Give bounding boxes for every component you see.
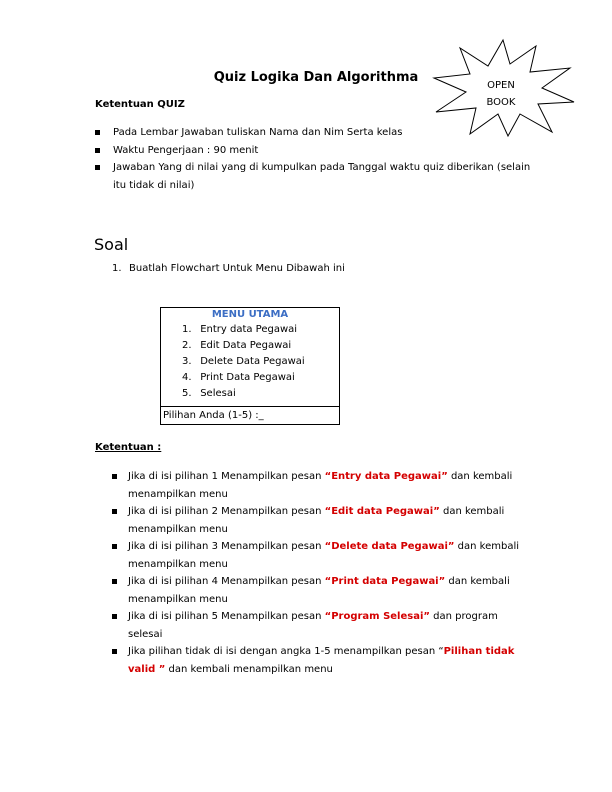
list-item	[112, 503, 522, 538]
quiz-rules-list	[95, 124, 535, 194]
rule-text: Jika pilihan tidak di isi dengan angka 1-5 menampilkan pesan “	[128, 646, 444, 657]
list-item-text: Jawaban Yang di nilai yang di kumpulkan pada Tanggal waktu quiz diberikan (selain itu tidak di nilai)	[113, 162, 531, 191]
menu-item-label: Selesai	[200, 388, 236, 399]
menu-header: MENU UTAMA	[211, 309, 289, 320]
bullet-square-icon	[95, 159, 113, 194]
rule-text-tail: dan program selesai	[128, 611, 498, 640]
list-item-text: Pada Lembar Jawaban tuliskan Nama dan Nim Serta kelas	[113, 127, 403, 138]
menu-item	[182, 354, 339, 370]
ketentuan-heading: Ketentuan :	[95, 442, 162, 453]
menu-item-label: Entry data Pegawai	[200, 324, 298, 335]
list-item	[95, 124, 535, 142]
badge-line-2: BOOK	[486, 97, 516, 108]
list-item	[112, 538, 522, 573]
menu-item-number: 5.	[182, 388, 192, 399]
ketentuan-quiz-heading: Ketentuan QUIZ	[95, 99, 185, 110]
menu-item	[182, 370, 339, 386]
rule-message: Pilihan tidak valid ”	[128, 646, 515, 675]
list-item-text	[128, 573, 522, 608]
rule-text: Jika di isi pilihan 1 Menampilkan pesan	[128, 471, 325, 482]
rule-message: “Edit data Pegawai”	[324, 506, 440, 517]
bullet-square-icon	[112, 573, 128, 608]
menu-item-label: Delete Data Pegawai	[200, 356, 305, 367]
bullet-square-icon	[112, 608, 128, 643]
menu-rules-list	[112, 468, 522, 678]
question-1	[112, 263, 345, 274]
question-number: 1.	[112, 263, 122, 274]
menu-item-number: 1.	[182, 324, 192, 335]
list-item-text	[128, 503, 522, 538]
menu-item-number: 3.	[182, 356, 192, 367]
bullet-square-icon	[112, 503, 128, 538]
list-item	[112, 468, 522, 503]
list-item	[95, 142, 535, 160]
list-item-text	[128, 643, 522, 678]
rule-text-tail: dan kembali menampilkan menu	[128, 471, 513, 500]
rule-text: Jika di isi pilihan 2 Menampilkan pesan	[128, 506, 325, 517]
document-title: Quiz Logika Dan Algorithma	[213, 70, 419, 85]
rule-text-tail: dan kembali menampilkan menu	[128, 576, 510, 605]
bullet-square-icon	[95, 124, 113, 142]
rule-text: Jika di isi pilihan 5 Menampilkan pesan	[128, 611, 325, 622]
badge-line-1: OPEN	[487, 80, 515, 91]
question-text: Buatlah Flowchart Untuk Menu Dibawah ini	[129, 263, 345, 274]
rule-message: “Entry data Pegawai”	[324, 471, 448, 482]
menu-prompt: Pilihan Anda (1-5) :_	[161, 406, 339, 424]
rule-text: Jika di isi pilihan 4 Menampilkan pesan	[128, 576, 325, 587]
bullet-square-icon	[112, 643, 128, 678]
rule-message: “Delete data Pegawai”	[324, 541, 455, 552]
list-item	[112, 643, 522, 678]
rule-message: “Print data Pegawai”	[324, 576, 446, 587]
list-item-text: Waktu Pengerjaan : 90 menit	[113, 144, 259, 156]
list-item	[112, 573, 522, 608]
rule-message: “Program Selesai”	[324, 611, 430, 622]
bullet-square-icon	[112, 538, 128, 573]
menu-item	[182, 338, 339, 354]
list-item	[95, 159, 535, 194]
list-item-text	[128, 468, 522, 503]
rule-text-tail: dan kembali menampilkan menu	[165, 663, 333, 675]
menu-item	[182, 322, 339, 338]
list-item-text	[128, 608, 522, 643]
menu-item-number: 4.	[182, 372, 192, 383]
open-book-label	[480, 77, 522, 111]
bullet-square-icon	[112, 468, 128, 503]
menu-utama-box	[160, 307, 340, 425]
menu-item-list	[161, 322, 339, 402]
rule-text-tail: dan kembali menampilkan menu	[128, 506, 505, 535]
bullet-square-icon	[95, 142, 113, 160]
menu-item-number: 2.	[182, 340, 192, 351]
list-item	[112, 608, 522, 643]
soal-heading: Soal	[94, 235, 129, 254]
list-item-text	[128, 538, 522, 573]
menu-item-label: Edit Data Pegawai	[200, 340, 292, 351]
menu-item-label: Print Data Pegawai	[200, 372, 295, 383]
rule-text-tail: dan kembali menampilkan menu	[128, 541, 519, 570]
menu-item	[182, 386, 339, 402]
rule-text: Jika di isi pilihan 3 Menampilkan pesan	[128, 541, 325, 552]
